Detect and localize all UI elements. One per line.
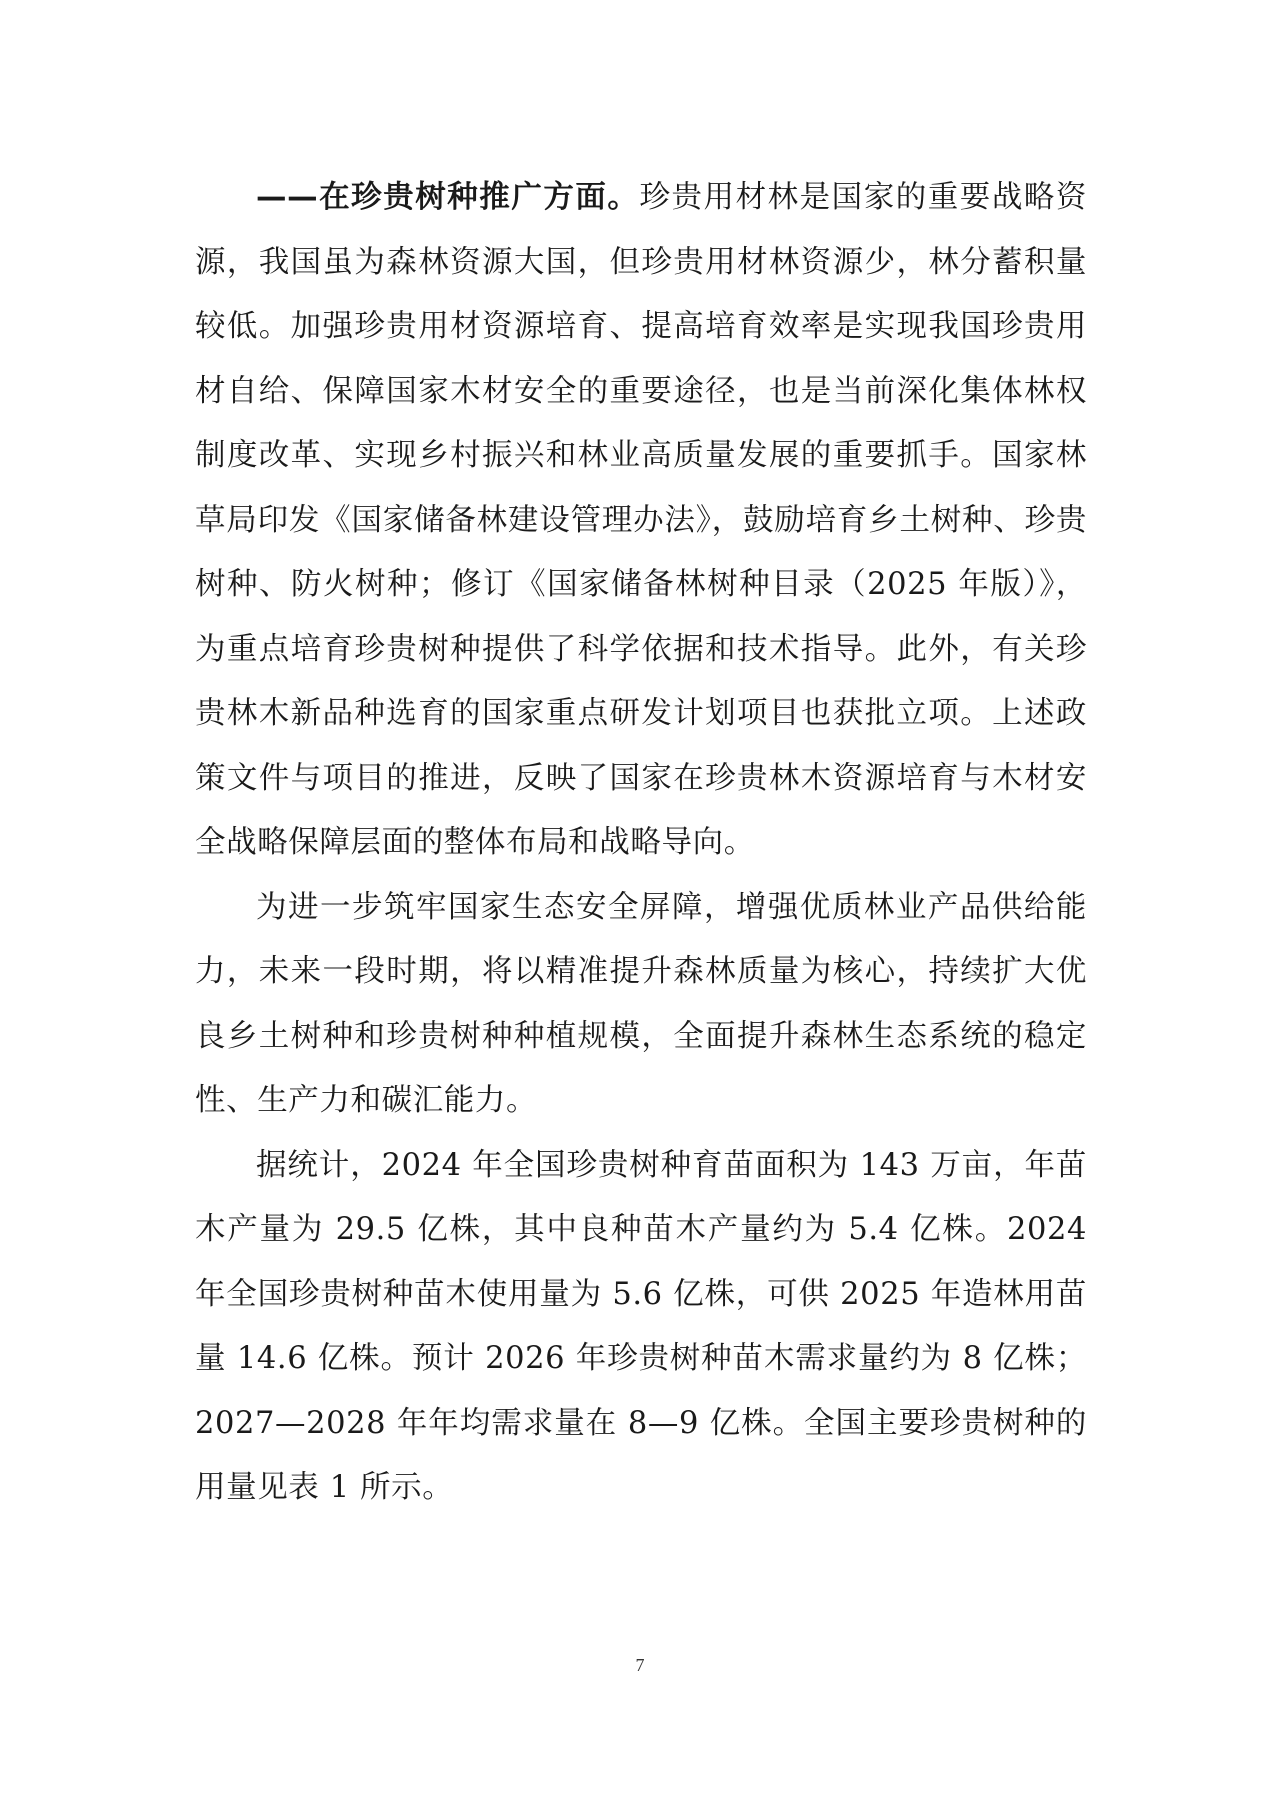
- paragraph-body: 珍贵用材林是国家的重要战略资源，我国虽为森林资源大国，但珍贵用材林资源少，林分蓄积量较低。加强珍贵用材资源培育、提高培育效率是实现我国珍贵用材自给、保障国家木材安全的重要途径，也是当前深化集体林权制度改革、实现乡村振兴和林业高质量发展的重要抓手。国家林草局印发《国家储备林建设管理办法》，鼓励培育乡土树种、珍贵树种、防火树种；修订《国家储备林树种目录（2025 年版）》，为重点培育珍贵树种提供了科学依据和技术指导。此外，有关珍贵林木新品种选育的国家重点研发计划项目也获批立项。上述政策文件与项目的推进，反映了国家在珍贵林木资源培育与木材安全战略保障层面的整体布局和战略导向。: [195, 180, 1087, 860]
- paragraph-body: 为进一步筑牢国家生态安全屏障，增强优质林业产品供给能力，未来一段时期，将以精准提升森林质量为核心，持续扩大优良乡土树种和珍贵树种种植规模，全面提升森林生态系统的稳定性、生产力和碳汇能力。: [195, 889, 1087, 1118]
- document-page: [195, 166, 1087, 1521]
- paragraph-lead-heading: ——在珍贵树种推广方面。: [256, 180, 640, 215]
- paragraph-statistics: [195, 1134, 1087, 1521]
- page-number: 7: [635, 1655, 645, 1675]
- paragraph-body: 据统计，2024 年全国珍贵树种育苗面积为 143 万亩，年苗木产量为 29.5 亿株，其中良种苗木产量约为 5.4 亿株。2024 年全国珍贵树种苗木使用量为 5.6 亿株，可供 2025 年造林用苗量 14.6 亿株。预计 2026 年珍贵树种苗木需求量约为 8 亿株；2027—2028 年年均需求量在 8—9 亿株。全国主要珍贵树种的用量见表 1 所示。: [195, 1147, 1087, 1505]
- paragraph-ecological-security: [195, 876, 1087, 1134]
- paragraph-precious-species: [195, 166, 1087, 876]
